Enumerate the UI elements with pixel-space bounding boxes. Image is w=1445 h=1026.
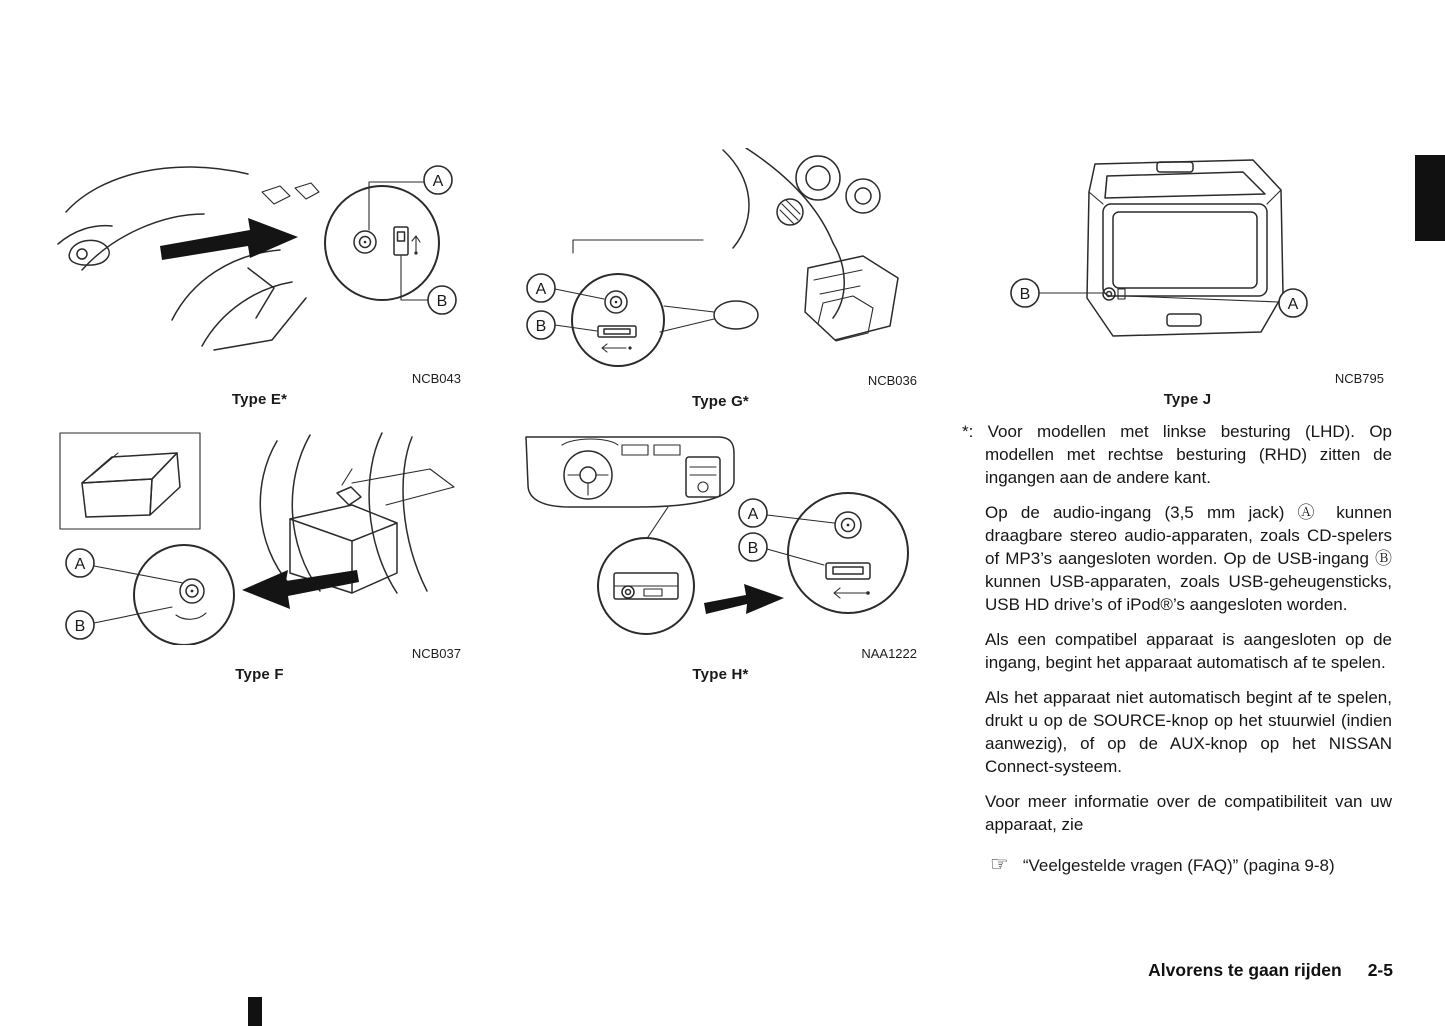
console-sketch (260, 433, 454, 593)
figure-caption: Type H* (692, 666, 749, 683)
location-oval (714, 301, 758, 329)
figure-type-e (52, 148, 467, 408)
figure-code: NCB036 (867, 373, 917, 388)
figure-type-j (985, 146, 1390, 408)
figure-type-f (52, 423, 467, 683)
callout-b-label: B (74, 618, 86, 635)
figure-code: NCB043 (411, 371, 461, 386)
figure-caption: Type G* (692, 393, 749, 410)
footnote-paragraph: *: Voor modellen met linkse besturing (LHD). Op modellen met rechtse besturing (RHD) zitten de ingangen aan de andere kant. (962, 422, 1392, 487)
connector-closeup-circle (788, 493, 908, 613)
console-box-sketch (1087, 160, 1283, 336)
figure-type-g-illustration (518, 148, 923, 372)
footer-page-number: 2-5 (1367, 960, 1393, 980)
connector-closeup-circle (572, 274, 664, 366)
body-paragraph: Als het apparaat niet automatisch begint af te spelen, drukt u op de SOURCE-knop op het stuurwiel (indien aanwezig), of op de AUX-knop op het NISSAN Connect-systeem. (985, 688, 1392, 776)
print-registration-mark (248, 997, 262, 1026)
magnifier-leader-line (648, 507, 668, 537)
callout-a-label: A (1287, 296, 1299, 313)
trim-panel-line (573, 240, 703, 253)
aux-usb-jack-icon (1103, 288, 1125, 300)
callout-b-label: B (1019, 286, 1031, 303)
connector-closeup-circle (134, 545, 234, 645)
callout-b-label: B (747, 540, 759, 557)
body-paragraph: Op de audio-ingang (3,5 mm jack) Ⓐ kunnen draagbare stereo audio-apparaten, zoals CD-spelers of MP3’s aangesloten worden. Op de USB-ingang Ⓑ kunnen USB-apparaten, zoals USB-geheugensticks, USB HD drive’s of iPod®’s aangesloten worden. (985, 503, 1392, 614)
footer-section-title: Alvorens te gaan rijden (1148, 960, 1342, 980)
callout-b-label: B (535, 318, 547, 335)
callout-a-label: A (74, 556, 86, 573)
figure-caption: Type E* (231, 391, 288, 408)
body-text-column (962, 420, 1392, 877)
page-footer (1148, 960, 1393, 981)
figure-type-e-illustration (52, 148, 467, 370)
figure-type-j-illustration (985, 146, 1390, 370)
connector-closeup-circle (325, 186, 439, 300)
figure-caption: Type F (235, 666, 284, 683)
figure-type-h (518, 423, 923, 683)
body-paragraph: Voor meer informatie over de compatibiliteit van uw apparaat, zie (985, 792, 1392, 834)
figure-type-g (518, 148, 923, 410)
cross-reference-text: “Veelgestelde vragen (FAQ)” (pagina 9-8) (1022, 856, 1335, 875)
figure-code: NCB795 (1334, 371, 1384, 386)
callout-a-label: A (747, 506, 759, 523)
callout-a-label: A (432, 173, 444, 190)
figure-code: NCB037 (411, 646, 461, 661)
pointer-arrow (704, 584, 784, 614)
armrest-inset-sketch (82, 453, 180, 517)
dashboard-sketch (526, 437, 734, 507)
figure-type-f-illustration (52, 423, 467, 645)
figure-type-h-illustration (518, 423, 923, 645)
callout-b-label: B (436, 293, 448, 310)
car-interior-sketch (58, 167, 319, 350)
body-paragraph: Als een compatibel apparaat is aangesloten op de ingang, begint het apparaat automatisch af te spelen. (985, 630, 1392, 672)
figure-caption: Type J (1163, 391, 1212, 408)
cross-reference (962, 854, 1392, 877)
pointer-arrow (160, 218, 298, 260)
callout-a-label: A (535, 281, 547, 298)
callout-line-a (1127, 296, 1279, 302)
location-pointer-lines (660, 306, 714, 332)
dashboard-sketch (723, 148, 898, 341)
chapter-tab-marker (1415, 155, 1445, 241)
pointing-hand-icon: ☞ (990, 853, 1009, 876)
figure-code: NAA1222 (861, 646, 917, 661)
